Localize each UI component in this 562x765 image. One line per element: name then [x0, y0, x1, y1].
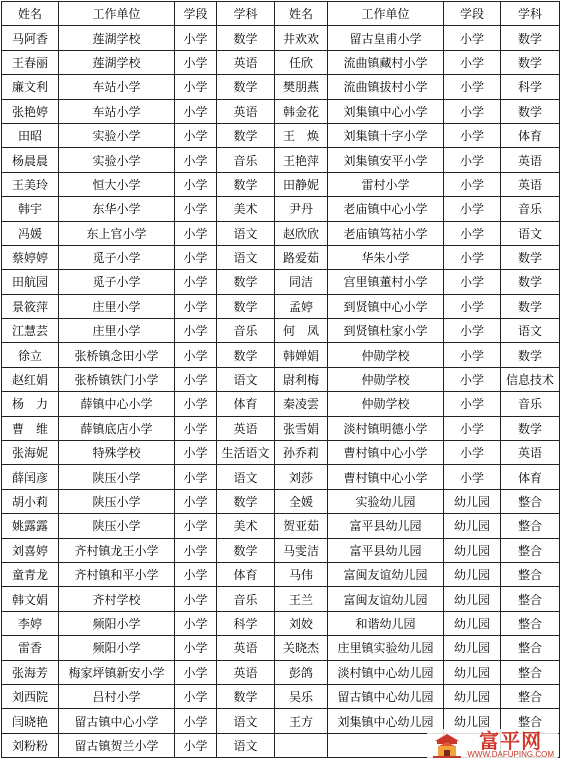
subject-cell: 生活语文 — [217, 441, 275, 465]
city-gate-icon — [431, 731, 463, 759]
level-cell: 幼儿园 — [444, 562, 501, 586]
level-cell: 幼儿园 — [444, 538, 501, 562]
level-cell: 小学 — [175, 294, 217, 318]
table-row — [2, 99, 560, 123]
header-row — [2, 2, 560, 26]
level-cell: 小学 — [175, 562, 217, 586]
subject-cell: 体育 — [217, 392, 275, 416]
name-cell: 韩婵娟 — [275, 343, 328, 367]
level-cell: 小学 — [175, 75, 217, 99]
school-cell: 曹村镇中心小学 — [328, 465, 444, 489]
table-row — [2, 50, 560, 74]
table-row — [2, 538, 560, 562]
school-cell: 淡村镇明德小学 — [328, 416, 444, 440]
school-cell: 刘集镇中心小学 — [328, 99, 444, 123]
subject-cell: 数学 — [217, 172, 275, 196]
school-cell: 实验小学 — [59, 148, 175, 172]
school-cell: 实验幼儿园 — [328, 489, 444, 513]
table-row — [2, 636, 560, 660]
school-cell: 刘集镇中心幼儿园 — [328, 709, 444, 733]
column-header: 姓名 — [275, 2, 328, 26]
school-cell: 留古镇中心幼儿园 — [328, 684, 444, 708]
name-cell: 景筱萍 — [2, 294, 59, 318]
name-cell: 贺亚茹 — [275, 514, 328, 538]
school-cell: 仲勋学校 — [328, 343, 444, 367]
name-cell: 冯媛 — [2, 221, 59, 245]
table-row — [2, 465, 560, 489]
level-cell: 小学 — [175, 26, 217, 50]
school-cell: 老庙镇笃祜小学 — [328, 221, 444, 245]
subject-cell: 整合 — [501, 611, 560, 635]
table-row — [2, 75, 560, 99]
name-cell: 张海妮 — [2, 441, 59, 465]
subject-cell: 语文 — [501, 221, 560, 245]
level-cell: 小学 — [175, 148, 217, 172]
name-cell: 雷香 — [2, 636, 59, 660]
name-cell: 李婷 — [2, 611, 59, 635]
watermark-title: 富平网 — [479, 729, 543, 753]
level-cell: 小学 — [175, 709, 217, 733]
name-cell: 王美玲 — [2, 172, 59, 196]
level-cell: 幼儿园 — [444, 514, 501, 538]
subject-cell: 语文 — [217, 245, 275, 269]
table-row — [2, 197, 560, 221]
subject-cell: 数学 — [501, 294, 560, 318]
table-row — [2, 514, 560, 538]
subject-cell: 英语 — [217, 416, 275, 440]
school-cell: 东华小学 — [59, 197, 175, 221]
name-cell: 胡小莉 — [2, 489, 59, 513]
school-cell: 流曲镇藏村小学 — [328, 50, 444, 74]
level-cell: 小学 — [175, 416, 217, 440]
column-header: 姓名 — [2, 2, 59, 26]
name-cell: 曹 维 — [2, 416, 59, 440]
site-watermark — [427, 729, 558, 761]
name-cell: 刘粉粉 — [2, 733, 59, 757]
school-cell: 宫里镇董村小学 — [328, 270, 444, 294]
level-cell: 小学 — [175, 684, 217, 708]
school-cell: 陕压小学 — [59, 489, 175, 513]
level-cell: 小学 — [444, 294, 501, 318]
table-row — [2, 367, 560, 391]
table-row — [2, 221, 560, 245]
name-cell: 王春丽 — [2, 50, 59, 74]
level-cell: 小学 — [175, 50, 217, 74]
level-cell: 小学 — [444, 270, 501, 294]
name-cell: 尉利梅 — [275, 367, 328, 391]
level-cell: 小学 — [175, 270, 217, 294]
subject-cell: 体育 — [501, 123, 560, 147]
name-cell: 蔡婷婷 — [2, 245, 59, 269]
level-cell: 幼儿园 — [444, 660, 501, 684]
roster-body — [2, 26, 560, 758]
level-cell: 小学 — [175, 172, 217, 196]
name-cell: 田静妮 — [275, 172, 328, 196]
name-cell: 刘西院 — [2, 684, 59, 708]
subject-cell: 英语 — [217, 660, 275, 684]
school-cell: 富平县幼儿园 — [328, 514, 444, 538]
subject-cell: 整合 — [501, 489, 560, 513]
subject-cell: 数学 — [501, 343, 560, 367]
level-cell: 幼儿园 — [444, 611, 501, 635]
level-cell: 小学 — [175, 343, 217, 367]
column-header: 学段 — [175, 2, 217, 26]
school-cell: 恒大小学 — [59, 172, 175, 196]
school-cell: 薛镇中心小学 — [59, 392, 175, 416]
level-cell: 小学 — [175, 245, 217, 269]
school-cell: 刘集镇十字小学 — [328, 123, 444, 147]
level-cell: 小学 — [444, 172, 501, 196]
subject-cell: 信息技术 — [501, 367, 560, 391]
name-cell: 王艳萍 — [275, 148, 328, 172]
school-cell: 留古皇甫小学 — [328, 26, 444, 50]
subject-cell: 数学 — [501, 245, 560, 269]
subject-cell: 语文 — [217, 221, 275, 245]
subject-cell: 整合 — [501, 636, 560, 660]
table-row — [2, 26, 560, 50]
school-cell: 淡村镇中心幼儿园 — [328, 660, 444, 684]
name-cell: 杨 力 — [2, 392, 59, 416]
level-cell: 幼儿园 — [444, 684, 501, 708]
school-cell: 齐村学校 — [59, 587, 175, 611]
name-cell: 樊朋燕 — [275, 75, 328, 99]
level-cell: 小学 — [444, 197, 501, 221]
table-row — [2, 245, 560, 269]
school-cell: 齐村镇和平小学 — [59, 562, 175, 586]
subject-cell: 数学 — [217, 75, 275, 99]
table-row — [2, 489, 560, 513]
level-cell: 小学 — [444, 26, 501, 50]
school-cell: 富平县幼儿园 — [328, 538, 444, 562]
level-cell: 小学 — [175, 367, 217, 391]
subject-cell: 整合 — [501, 587, 560, 611]
name-cell: 孟婷 — [275, 294, 328, 318]
name-cell: 童青龙 — [2, 562, 59, 586]
subject-cell: 数学 — [217, 684, 275, 708]
subject-cell: 数学 — [217, 294, 275, 318]
school-cell: 和谐幼儿园 — [328, 611, 444, 635]
subject-cell: 语文 — [217, 733, 275, 757]
name-cell: 王兰 — [275, 587, 328, 611]
name-cell: 关晓杰 — [275, 636, 328, 660]
subject-cell: 语文 — [217, 465, 275, 489]
level-cell: 小学 — [175, 441, 217, 465]
watermark-url: WWW.DAFUPING.COM — [467, 750, 554, 759]
table-row — [2, 294, 560, 318]
level-cell: 幼儿园 — [444, 709, 501, 733]
school-cell: 富闽友谊幼儿园 — [328, 562, 444, 586]
subject-cell: 科学 — [501, 75, 560, 99]
name-cell: 田昭 — [2, 123, 59, 147]
level-cell: 小学 — [175, 319, 217, 343]
level-cell: 小学 — [175, 538, 217, 562]
table-row — [2, 148, 560, 172]
name-cell: 赵红娟 — [2, 367, 59, 391]
name-cell: 尹丹 — [275, 197, 328, 221]
name-cell: 田航园 — [2, 270, 59, 294]
name-cell: 刘姣 — [275, 611, 328, 635]
subject-cell: 语文 — [217, 367, 275, 391]
level-cell: 小学 — [175, 636, 217, 660]
table-row — [2, 684, 560, 708]
subject-cell: 美术 — [217, 197, 275, 221]
subject-cell: 数学 — [501, 270, 560, 294]
level-cell: 小学 — [175, 660, 217, 684]
level-cell: 小学 — [444, 319, 501, 343]
school-cell: 莲湖学校 — [59, 26, 175, 50]
school-cell — [328, 733, 444, 757]
subject-cell: 语文 — [217, 709, 275, 733]
column-header: 学段 — [444, 2, 501, 26]
name-cell: 姚露露 — [2, 514, 59, 538]
subject-cell: 音乐 — [217, 587, 275, 611]
school-cell: 庄里小学 — [59, 319, 175, 343]
school-cell: 老庙镇中心小学 — [328, 197, 444, 221]
school-cell: 刘集镇安平小学 — [328, 148, 444, 172]
name-cell: 刘莎 — [275, 465, 328, 489]
school-cell: 富闽友谊幼儿园 — [328, 587, 444, 611]
school-cell: 东上官小学 — [59, 221, 175, 245]
school-cell: 张桥镇念田小学 — [59, 343, 175, 367]
subject-cell: 数学 — [217, 270, 275, 294]
subject-cell: 数学 — [501, 416, 560, 440]
name-cell: 马阿香 — [2, 26, 59, 50]
subject-cell: 整合 — [501, 660, 560, 684]
name-cell: 徐立 — [2, 343, 59, 367]
subject-cell: 音乐 — [501, 392, 560, 416]
table-row — [2, 270, 560, 294]
school-cell: 吕村小学 — [59, 684, 175, 708]
column-header: 工作单位 — [328, 2, 444, 26]
school-cell: 莲湖学校 — [59, 50, 175, 74]
school-cell: 陕压小学 — [59, 514, 175, 538]
subject-cell: 音乐 — [217, 319, 275, 343]
level-cell: 幼儿园 — [444, 587, 501, 611]
column-header: 学科 — [501, 2, 560, 26]
subject-cell: 英语 — [217, 636, 275, 660]
subject-cell: 数学 — [217, 26, 275, 50]
name-cell: 赵欣欣 — [275, 221, 328, 245]
level-cell: 小学 — [444, 441, 501, 465]
school-cell: 曹村镇中心小学 — [328, 441, 444, 465]
subject-cell: 数学 — [501, 50, 560, 74]
school-cell: 薛镇底店小学 — [59, 416, 175, 440]
school-cell: 到贤镇杜家小学 — [328, 319, 444, 343]
level-cell: 小学 — [444, 221, 501, 245]
name-cell: 张海芳 — [2, 660, 59, 684]
name-cell: 王 焕 — [275, 123, 328, 147]
level-cell: 幼儿园 — [444, 489, 501, 513]
school-cell: 频阳小学 — [59, 611, 175, 635]
school-cell: 华朱小学 — [328, 245, 444, 269]
school-cell: 仲勋学校 — [328, 367, 444, 391]
level-cell: 幼儿园 — [444, 636, 501, 660]
name-cell: 吴乐 — [275, 684, 328, 708]
table-row — [2, 172, 560, 196]
table-row — [2, 343, 560, 367]
name-cell: 孙乔莉 — [275, 441, 328, 465]
roster-table — [1, 1, 560, 758]
subject-cell: 数学 — [217, 538, 275, 562]
subject-cell: 英语 — [501, 441, 560, 465]
school-cell: 到贤镇中心小学 — [328, 294, 444, 318]
name-cell: 任欣 — [275, 50, 328, 74]
subject-cell: 美术 — [217, 514, 275, 538]
level-cell: 小学 — [175, 99, 217, 123]
subject-cell: 英语 — [501, 172, 560, 196]
name-cell: 井欢欢 — [275, 26, 328, 50]
subject-cell: 体育 — [217, 562, 275, 586]
school-cell: 特殊学校 — [59, 441, 175, 465]
subject-cell: 数学 — [217, 343, 275, 367]
level-cell: 小学 — [444, 343, 501, 367]
name-cell: 张雪娟 — [275, 416, 328, 440]
subject-cell: 英语 — [501, 148, 560, 172]
name-cell: 同洁 — [275, 270, 328, 294]
subject-cell: 数学 — [501, 99, 560, 123]
subject-cell: 音乐 — [217, 148, 275, 172]
table-row — [2, 587, 560, 611]
name-cell: 韩文娟 — [2, 587, 59, 611]
name-cell: 马伟 — [275, 562, 328, 586]
school-cell: 车站小学 — [59, 99, 175, 123]
level-cell: 小学 — [175, 733, 217, 757]
school-cell: 留古镇贺兰小学 — [59, 733, 175, 757]
level-cell: 小学 — [444, 75, 501, 99]
name-cell: 闫晓艳 — [2, 709, 59, 733]
school-cell: 留古镇中心小学 — [59, 709, 175, 733]
subject-cell: 语文 — [501, 319, 560, 343]
name-cell: 江慧芸 — [2, 319, 59, 343]
school-cell: 仲勋学校 — [328, 392, 444, 416]
subject-cell: 体育 — [501, 465, 560, 489]
level-cell: 小学 — [175, 587, 217, 611]
level-cell: 小学 — [175, 392, 217, 416]
level-cell: 小学 — [175, 489, 217, 513]
table-row — [2, 611, 560, 635]
subject-cell: 整合 — [501, 562, 560, 586]
subject-cell: 英语 — [217, 99, 275, 123]
level-cell: 小学 — [175, 514, 217, 538]
name-cell: 路爱茹 — [275, 245, 328, 269]
school-cell: 庄里镇实验幼儿园 — [328, 636, 444, 660]
level-cell: 小学 — [175, 197, 217, 221]
table-row — [2, 441, 560, 465]
subject-cell: 整合 — [501, 709, 560, 733]
name-cell: 韩金花 — [275, 99, 328, 123]
subject-cell: 数学 — [217, 123, 275, 147]
name-cell: 韩宇 — [2, 197, 59, 221]
subject-cell: 数学 — [217, 489, 275, 513]
subject-cell: 英语 — [217, 50, 275, 74]
level-cell: 小学 — [175, 611, 217, 635]
subject-cell: 整合 — [501, 684, 560, 708]
name-cell: 张艳婷 — [2, 99, 59, 123]
table-row — [2, 319, 560, 343]
school-cell: 频阳小学 — [59, 636, 175, 660]
column-header: 学科 — [217, 2, 275, 26]
name-cell — [275, 733, 328, 757]
name-cell: 王方 — [275, 709, 328, 733]
school-cell: 张桥镇铁门小学 — [59, 367, 175, 391]
name-cell: 马雯洁 — [275, 538, 328, 562]
school-cell: 陕压小学 — [59, 465, 175, 489]
table-row — [2, 562, 560, 586]
name-cell: 何 凤 — [275, 319, 328, 343]
level-cell: 小学 — [175, 465, 217, 489]
school-cell: 车站小学 — [59, 75, 175, 99]
subject-cell: 整合 — [501, 538, 560, 562]
subject-cell: 科学 — [217, 611, 275, 635]
level-cell: 小学 — [444, 367, 501, 391]
name-cell: 杨晨晨 — [2, 148, 59, 172]
level-cell: 小学 — [444, 245, 501, 269]
table-row — [2, 392, 560, 416]
subject-cell: 整合 — [501, 514, 560, 538]
level-cell: 小学 — [444, 148, 501, 172]
table-row — [2, 416, 560, 440]
school-cell: 实验小学 — [59, 123, 175, 147]
level-cell: 小学 — [444, 465, 501, 489]
school-cell: 流曲镇拔村小学 — [328, 75, 444, 99]
name-cell: 廉文利 — [2, 75, 59, 99]
school-cell: 庄里小学 — [59, 294, 175, 318]
level-cell: 小学 — [444, 123, 501, 147]
level-cell: 小学 — [444, 416, 501, 440]
level-cell: 小学 — [444, 50, 501, 74]
name-cell: 彭鸽 — [275, 660, 328, 684]
school-cell: 梅家坪镇新安小学 — [59, 660, 175, 684]
school-cell: 觅子小学 — [59, 245, 175, 269]
table-row — [2, 660, 560, 684]
school-cell: 雷村小学 — [328, 172, 444, 196]
level-cell: 小学 — [175, 123, 217, 147]
level-cell: 小学 — [444, 99, 501, 123]
school-cell: 觅子小学 — [59, 270, 175, 294]
subject-cell: 音乐 — [501, 197, 560, 221]
level-cell: 小学 — [175, 221, 217, 245]
name-cell: 秦凌雲 — [275, 392, 328, 416]
subject-cell: 数学 — [501, 26, 560, 50]
name-cell: 薛闰彦 — [2, 465, 59, 489]
school-cell: 齐村镇龙王小学 — [59, 538, 175, 562]
column-header: 工作单位 — [59, 2, 175, 26]
name-cell: 刘喜婷 — [2, 538, 59, 562]
name-cell: 全媛 — [275, 489, 328, 513]
table-row — [2, 123, 560, 147]
level-cell: 小学 — [444, 392, 501, 416]
